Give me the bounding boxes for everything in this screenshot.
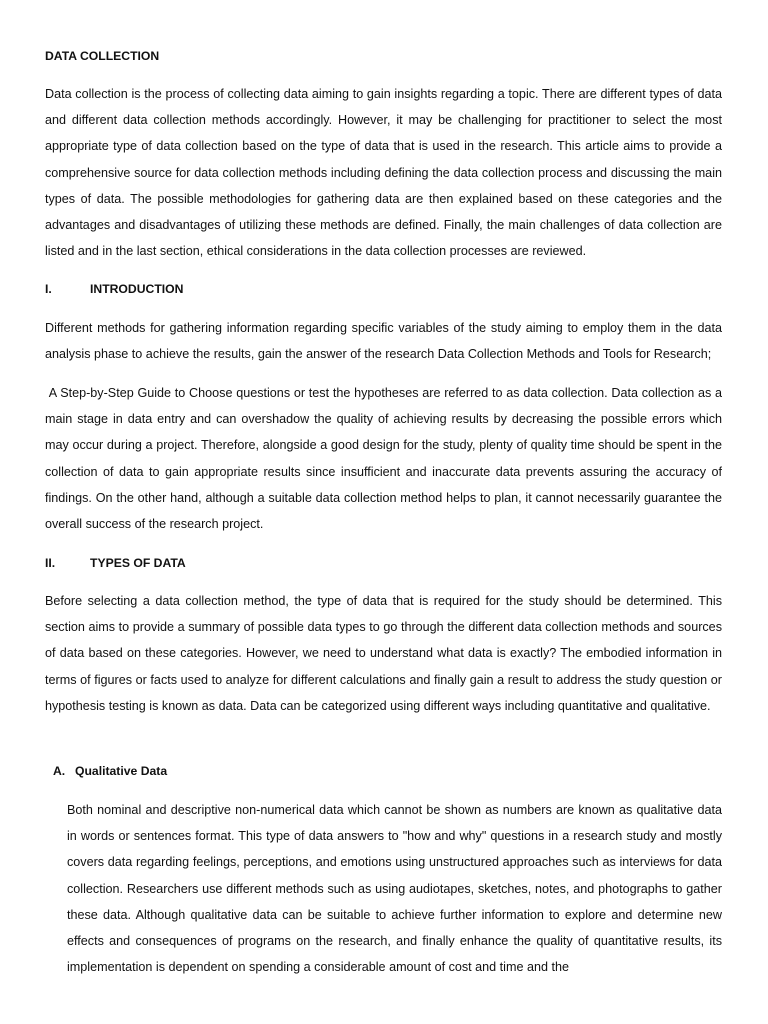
document-title: DATA COLLECTION — [45, 49, 160, 63]
types-of-data-paragraph: Before selecting a data collection method, the type of data that is required for the study should be determined. This section aims to provide a summary of possible data types to go through the different data collection methods and sources of data based on these categories. However, we need to understand what data is exactly? The embodied information in terms of figures or facts used to analyze for different calculations and finally gain a result to address the study question or hypothesis testing is known as data. Data can be categorized using different ways including quantitative and qualitative. — [45, 594, 722, 713]
subsection-heading-qualitative-data — [53, 762, 167, 780]
section-heading-types-of-data — [45, 554, 186, 572]
section-title: TYPES OF DATA — [90, 556, 186, 570]
section-title: INTRODUCTION — [90, 282, 184, 296]
subsection-number: A. — [53, 764, 66, 778]
abstract-paragraph: Data collection is the process of collecting data aiming to gain insights regarding a topic. There are different types of data and different data collection methods accordingly. However, it may be challenging for practitioner to select the most appropriate type of data collection based on the type of data that is used in the research. This article aims to provide a comprehensive source for data collection methods including defining the data collection process and discussing the main types of data. The possible methodologies for gathering data are then explained based on these categories and the advantages and disadvantages of utilizing these methods are defined. Finally, the main challenges of data collection are listed and in the last section, ethical considerations in the data collection processes are reviewed. — [45, 87, 722, 259]
introduction-paragraph-1: Different methods for gathering information regarding specific variables of the study aiming to employ them in the data analysis phase to achieve the results, gain the answer of the research Data Collection Methods and Tools for Research; — [45, 321, 722, 362]
section-heading-introduction — [45, 280, 183, 298]
section-number: I. — [45, 282, 52, 296]
subsection-title: Qualitative Data — [75, 764, 168, 778]
qualitative-data-paragraph: Both nominal and descriptive non-numerical data which cannot be shown as numbers are known as qualitative data in words or sentences format. This type of data answers to "how and why" questions in a research study and mostly covers data regarding feelings, perceptions, and emotions using unstructured approaches such as interviews for data collection. Researchers use different methods such as using audiotapes, sketches, notes, and photographs to gather these data. Although qualitative data can be suitable to achieve further information to explore and determine new effects and consequences of programs on the research, and finally enhance the quality of quantitative results, its implementation is dependent on spending a considerable amount of cost and time and the — [67, 803, 722, 975]
section-number: II. — [45, 556, 56, 570]
introduction-paragraph-2: A Step-by-Step Guide to Choose questions or test the hypotheses are referred to as data collection. Data collection as a main stage in data entry and can overshadow the quality of achieving results by decreasing the possible errors which may occur during a project. Therefore, alongside a good design for the study, plenty of quality time should be spent in the collection of data to gain appropriate results since insufficient and inaccurate data prevents assuring the accuracy of findings. On the other hand, although a suitable data collection method helps to plan, it cannot necessarily guarantee the overall success of the research project. — [45, 386, 722, 532]
